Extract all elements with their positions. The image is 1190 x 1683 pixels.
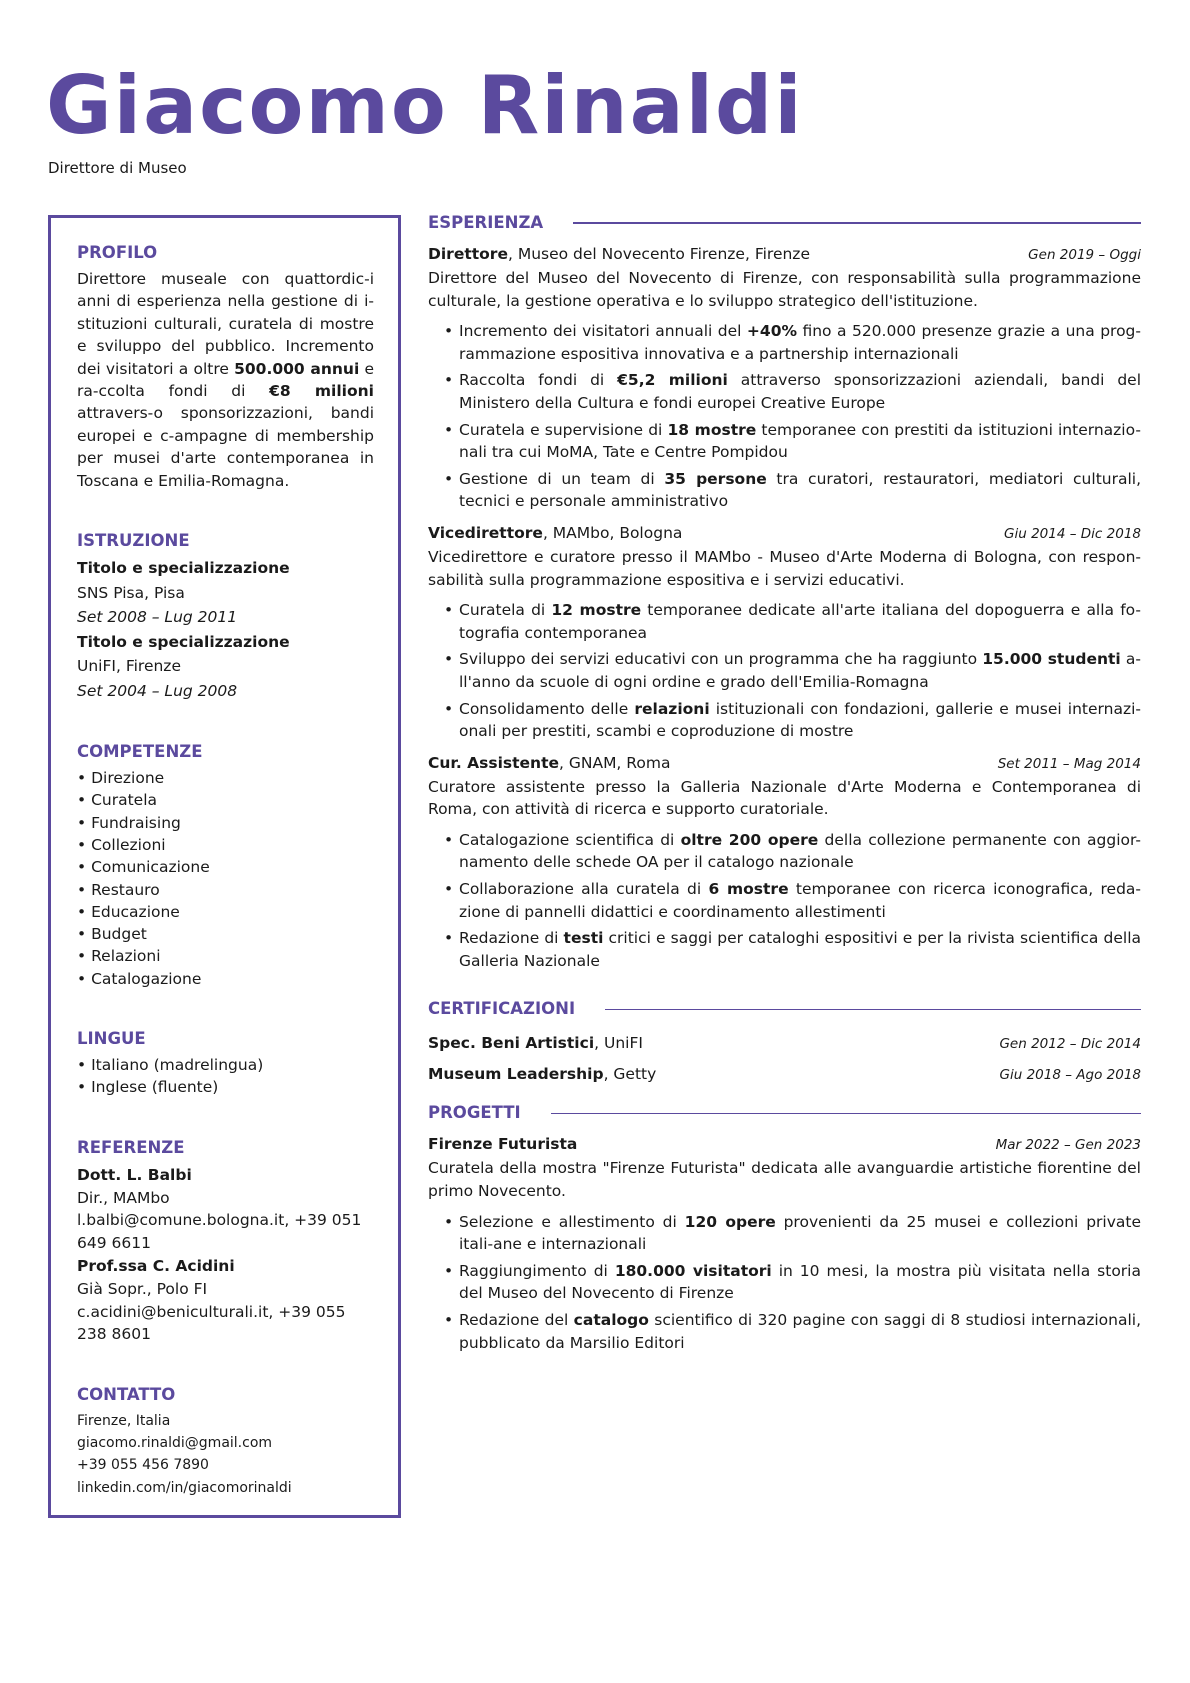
references-section — [77, 1137, 374, 1346]
certification-dates: Gen 2012 – Dic 2014 — [999, 1036, 1141, 1053]
references-title: REFERENZE — [77, 1137, 185, 1157]
contact-location: Firenze, Italia — [77, 1412, 171, 1429]
certification-name: Spec. Beni Artistici — [428, 1034, 595, 1053]
skill-item: • Catalogazione — [77, 968, 374, 990]
projects-header — [428, 1102, 1141, 1124]
job-header — [428, 242, 1141, 267]
skill-item: • Comunicazione — [77, 856, 374, 878]
job-dates: Gen 2019 – Oggi — [1028, 247, 1141, 263]
job-description: Curatore assistente presso la Galleria Nazionale d'Arte Moderna e Contemporanea di Roma, con attività di ricerca e supporto curatoriale. — [428, 777, 1141, 819]
job-description: Direttore del Museo del Novecento di Firenze, con responsabilità sulla programmazione culturale, la gestione operativa e lo sviluppo strategico dell'istituzione. — [428, 269, 1141, 310]
job-entry — [428, 242, 1141, 513]
skill-item: • Fundraising — [77, 812, 374, 834]
profile-text — [77, 268, 374, 492]
profile-highlight: 500.000 annui — [234, 359, 360, 378]
contact-linkedin[interactable]: linkedin.com/in/giacomorinaldi — [77, 1479, 292, 1496]
education-title: ISTRUZIONE — [77, 531, 190, 551]
project-name: Firenze Futurista — [428, 1135, 578, 1154]
languages-section — [77, 1028, 374, 1099]
job-role: Cur. Assistente — [428, 753, 559, 772]
bullet-item: • Collaborazione alla curatela di 6 mostre temporanee con ricerca iconografica, reda-zione di pannelli didattici e coordinamento allestimenti — [459, 878, 1141, 923]
job-description: Vicedirettore e curatore presso il MAMbo - Museo d'Arte Moderna di Bologna, con respon-sabilità sulla programmazione espositiva e i servizi educativi. — [428, 547, 1141, 589]
bullet-item: • Raccolta fondi di €5,2 milioni attraverso sponsorizzazioni aziendali, bandi del Ministero della Cultura e fondi europei Creative Europe — [459, 369, 1141, 414]
main-column — [428, 212, 1141, 1362]
bullet-item: • Curatela di 12 mostre temporanee dedicate all'arte italiana del dopoguerra e alla fo-tografia contemporanea — [459, 599, 1141, 644]
job-bullets — [428, 829, 1141, 973]
bullet-item: • Consolidamento delle relazioni istituzionali con fondazioni, gallerie e musei internazi-onali per prestiti, scambi e coproduzione di mostre — [459, 698, 1141, 743]
project-bullets — [428, 1211, 1141, 1355]
reference-position: Già Sopr., Polo FI — [77, 1280, 208, 1299]
certification-item — [428, 1028, 1141, 1059]
bullet-item: • Catalogazione scientifica di oltre 200 opere della collezione permanente con aggior-namento delle schede OA per il catalogo nazionale — [459, 829, 1141, 874]
profile-title: PROFILO — [77, 243, 158, 262]
languages-title: LINGUE — [77, 1029, 146, 1049]
candidate-name: Giacomo Rinaldi — [46, 59, 804, 152]
experience-header — [428, 212, 1141, 234]
education-school: SNS Pisa, Pisa — [77, 583, 185, 602]
projects-title: PROGETTI — [428, 1103, 521, 1123]
reference-contact: c.acidini@beniculturali.it, +39 055 238 8601 — [77, 1302, 346, 1344]
skill-item: • Direzione — [77, 767, 374, 789]
project-entry — [428, 1132, 1141, 1354]
project-header — [428, 1132, 1141, 1157]
contact-email[interactable]: giacomo.rinaldi@gmail.com — [77, 1435, 273, 1452]
certifications-header — [428, 998, 1141, 1020]
skills-list — [77, 767, 374, 990]
skill-item: • Curatela — [77, 789, 374, 811]
job-org: , Museo del Novecento Firenze, Firenze — [507, 245, 810, 263]
certification-name: Museum Leadership — [428, 1065, 604, 1084]
skills-section — [77, 741, 374, 990]
profile-text-part: e ra-ccolta fondi di — [77, 359, 375, 401]
sidebar — [48, 215, 401, 1518]
bullet-item: • Selezione e allestimento di 120 opere provenienti da 25 musei e collezioni private itali-ane e internazionali — [459, 1211, 1141, 1256]
certification-item — [428, 1059, 1141, 1090]
project-description: Curatela della mostra "Firenze Futurista" dedicata alle avanguardie artistiche fiorentine del primo Novecento. — [428, 1159, 1141, 1201]
language-item: • Inglese (fluente) — [77, 1076, 374, 1098]
bullet-item: • Gestione di un team di 35 persone tra curatori, restauratori, mediatori culturali, tecnici e personale amministrativo — [459, 468, 1141, 513]
section-divider — [551, 1113, 1141, 1115]
education-dates: Set 2004 – Lug 2008 — [77, 681, 238, 700]
bullet-item: • Raggiungimento di 180.000 visitatori in 10 mesi, la mostra più visitata nella storia del Museo del Novecento di Firenze — [459, 1260, 1141, 1305]
language-item: • Italiano (madrelingua) — [77, 1054, 374, 1076]
profile-highlight: €8 milioni — [269, 382, 374, 401]
bullet-item: • Curatela e supervisione di 18 mostre temporanee con prestiti da istituzioni internazio-nali tra cui MoMA, Tate e Centre Pompidou — [459, 419, 1141, 464]
skill-item: • Budget — [77, 923, 374, 945]
section-divider — [605, 1009, 1141, 1011]
education-section — [77, 530, 374, 703]
profile-section — [77, 242, 374, 492]
job-header — [428, 751, 1141, 776]
reference-position: Dir., MAMbo — [77, 1188, 170, 1207]
languages-list — [77, 1054, 374, 1099]
certification-dates: Giu 2018 – Ago 2018 — [999, 1067, 1141, 1084]
certification-issuer: , UniFI — [594, 1034, 643, 1053]
job-role: Vicedirettore — [428, 523, 543, 542]
section-divider — [573, 222, 1141, 224]
contact-section — [77, 1384, 374, 1500]
skill-item: • Restauro — [77, 879, 374, 901]
education-school: UniFI, Firenze — [77, 657, 181, 676]
bullet-item: • Redazione del catalogo scientifico di 320 pagine con saggi di 8 studiosi internazionali, pubblicato da Marsilio Editori — [459, 1309, 1141, 1354]
reference-contact: l.balbi@comune.bologna.it, +39 051 649 6611 — [77, 1211, 362, 1252]
contact-title: CONTATTO — [77, 1384, 176, 1404]
skill-item: • Educazione — [77, 901, 374, 923]
skill-item: • Relazioni — [77, 945, 374, 967]
job-dates: Set 2011 – Mag 2014 — [997, 755, 1141, 772]
job-role: Direttore — [428, 245, 508, 263]
candidate-role: Direttore di Museo — [48, 159, 187, 177]
reference-name: Dott. L. Balbi — [77, 1165, 192, 1184]
job-entry — [428, 751, 1141, 973]
job-entry — [428, 521, 1141, 743]
job-bullets — [428, 599, 1141, 743]
job-dates: Giu 2014 – Dic 2018 — [1004, 525, 1141, 542]
bullet-item: • Redazione di testi critici e saggi per cataloghi espositivi e per la rivista scientifica della Galleria Nazionale — [459, 927, 1141, 972]
certification-issuer: , Getty — [603, 1065, 657, 1084]
education-degree: Titolo e specializzazione — [77, 559, 290, 578]
certifications-title: CERTIFICAZIONI — [428, 999, 576, 1019]
bullet-item: • Incremento dei visitatori annuali del +40% fino a 520.000 presenze grazie a una prog-rammazione espositiva innovativa e a partnership internazionali — [459, 320, 1141, 365]
contact-phone: +39 055 456 7890 — [77, 1457, 209, 1474]
education-dates: Set 2008 – Lug 2011 — [77, 608, 238, 627]
skill-item: • Collezioni — [77, 834, 374, 856]
project-dates: Mar 2022 – Gen 2023 — [995, 1137, 1141, 1154]
reference-name: Prof.ssa C. Acidini — [77, 1257, 235, 1276]
job-org: , MAMbo, Bologna — [542, 523, 683, 542]
job-bullets — [428, 320, 1141, 513]
job-header — [428, 521, 1141, 546]
experience-title: ESPERIENZA — [428, 213, 544, 232]
skills-title: COMPETENZE — [77, 742, 203, 762]
profile-text-part: Direttore museale con quattordic-i anni di esperienza nella gestione di i-stituzioni culturali, curatela di mostre e sviluppo del pubblico. Incremento dei visitatori a oltre — [77, 270, 374, 378]
job-org: , GNAM, Roma — [559, 753, 671, 772]
education-degree: Titolo e specializzazione — [77, 632, 290, 651]
profile-text-part: attravers-o sponsorizzazioni, bandi europei e c-ampagne di membership per musei d'arte contemporanea in Toscana e Emilia-Romagna. — [77, 404, 374, 490]
bullet-item: • Sviluppo dei servizi educativi con un programma che ha raggiunto 15.000 studenti a-ll'anno da scuole di ogni ordine e grado dell'Emilia-Romagna — [459, 648, 1141, 693]
